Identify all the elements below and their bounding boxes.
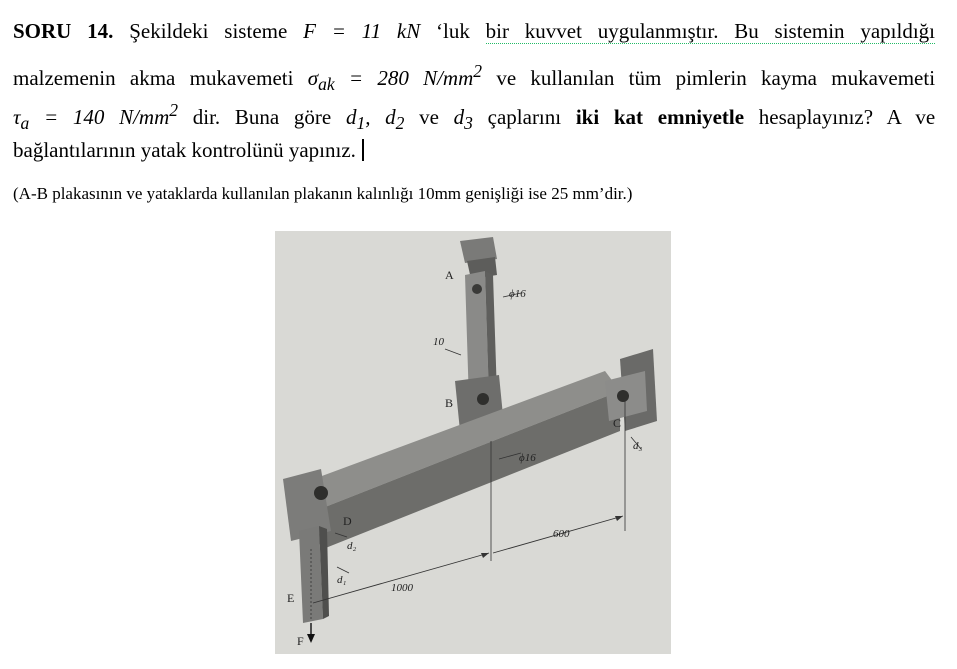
- question-line-2: malzemenin akma mukavemeti $\sigma_{ak} = 280$ $N/mm^2$ ve kullanılan tüm pimlerin kayma mukavemeti: [13, 60, 936, 94]
- label-thickness: 10: [433, 336, 444, 348]
- label-A: A: [445, 268, 454, 282]
- label-pin-top: ϕ16: [509, 288, 526, 300]
- mechanism-figure: [275, 231, 671, 654]
- label-C: C: [613, 416, 622, 430]
- mechanism-drawing: [275, 231, 671, 654]
- note-text: (A-B plakasının ve yataklarda kullanılan plakanın kalınlığı 10mm genişliği ise 25 mm’dir.): [13, 184, 633, 203]
- label-D: D: [343, 514, 352, 528]
- question-line-1: SORU 14. Şekildeki sisteme F = 11 kN ‘luk bir kuvvet uygulanmıştır. Bu sistemin yapıldığı: [13, 19, 936, 43]
- question-line-3: $\tau_a = 140$ $N/mm^2$ dir. Buna göre $d_1$, $d_2$ ve $d_3$ çaplarını iki kat emniyetle hesaplayınız? A ve: [13, 100, 936, 134]
- emphasis-safety: iki kat emniyetle: [575, 105, 745, 129]
- label-pin-mid: ϕ16: [519, 452, 536, 464]
- yield-strength-symbol: $\sigma_{ak}$: [307, 65, 335, 94]
- label-dim-1000: 1000: [391, 582, 413, 594]
- label-d2: d₂: [347, 540, 357, 552]
- question-line-4: bağlantılarının yatak kontrolünü yapınız.: [13, 131, 935, 171]
- shear-strength-symbol: $\tau_a$: [13, 105, 30, 134]
- question-number: SORU 14.: [13, 19, 114, 43]
- label-d1: d₁: [337, 574, 347, 586]
- label-E: E: [287, 591, 295, 605]
- label-d3: d₃: [633, 440, 643, 452]
- label-dim-600: 600: [553, 528, 570, 540]
- text-cursor: [362, 139, 364, 161]
- question-paragraph: [13, 12, 935, 170]
- diameter-d3: $d_3$: [453, 105, 473, 134]
- diameter-d1: $d_1$, $d_2$: [345, 105, 405, 134]
- label-F: F: [297, 634, 304, 648]
- label-B: B: [445, 396, 454, 410]
- force-value: F = 11 kN: [303, 19, 421, 43]
- shear-strength-value: = 140 $N/mm^2$: [44, 100, 179, 129]
- yield-strength-value: = 280 $N/mm^2$: [348, 60, 483, 90]
